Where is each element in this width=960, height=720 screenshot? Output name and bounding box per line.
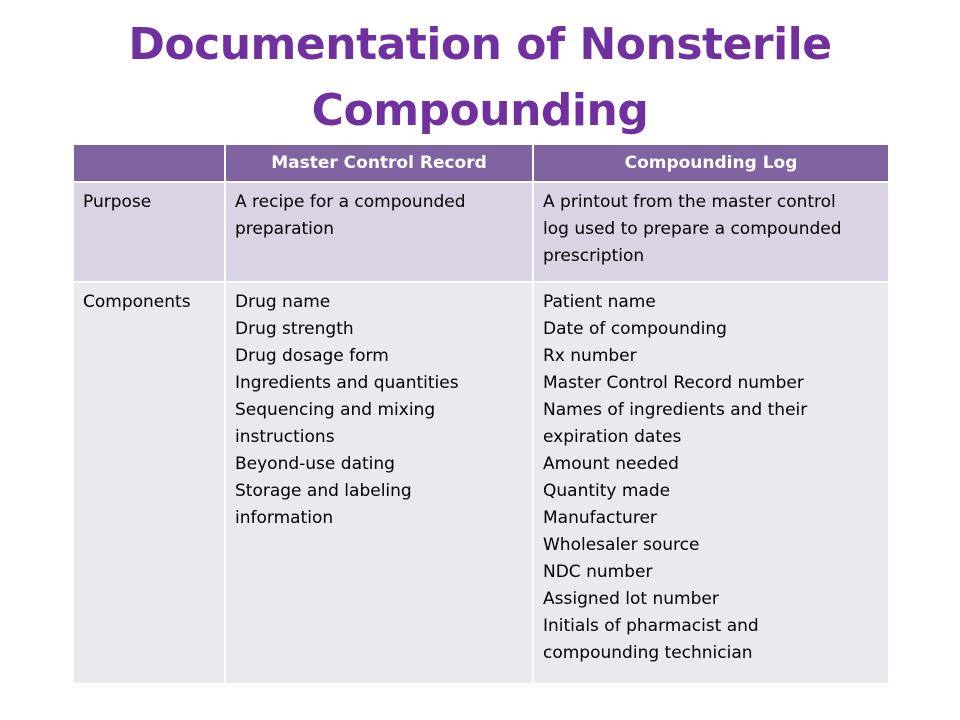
list-item: Names of ingredients and their xyxy=(543,400,808,420)
list-item: Storage and labeling xyxy=(235,481,412,501)
table-header xyxy=(73,144,889,182)
list-item: information xyxy=(235,508,334,528)
list-item: Manufacturer xyxy=(543,508,657,528)
list-item: Patient name xyxy=(543,292,656,312)
list-item: Assigned lot number xyxy=(543,589,719,609)
list-item: Quantity made xyxy=(543,481,671,501)
slide-title xyxy=(0,12,960,144)
list-item: Amount needed xyxy=(543,454,679,474)
components-master-cell xyxy=(225,282,533,684)
table-row-components xyxy=(73,282,889,684)
cell-line: prescription xyxy=(543,246,645,266)
documentation-table xyxy=(72,143,890,685)
cell-line: preparation xyxy=(235,219,335,239)
header-row xyxy=(73,144,889,182)
list-item: expiration dates xyxy=(543,427,682,447)
list-item: Date of compounding xyxy=(543,319,727,339)
components-log-cell xyxy=(533,282,889,684)
row-label-components: Components xyxy=(73,282,225,684)
list-item: Wholesaler source xyxy=(543,535,700,555)
slide-title-line-1: Documentation of Nonsterile xyxy=(128,19,832,70)
header-cell-master-control-record: Master Control Record xyxy=(225,144,533,182)
list-item: Initials of pharmacist and xyxy=(543,616,759,636)
slide-title-line-2: Compounding xyxy=(311,85,649,136)
list-item: Master Control Record number xyxy=(543,373,804,393)
cell-line: log used to prepare a compounded xyxy=(543,219,842,239)
cell-line: A recipe for a compounded xyxy=(235,192,466,212)
list-item: Drug name xyxy=(235,292,331,312)
purpose-master-cell xyxy=(225,182,533,282)
row-label-purpose: Purpose xyxy=(73,182,225,282)
table-row-purpose xyxy=(73,182,889,282)
list-item: Sequencing and mixing xyxy=(235,400,436,420)
list-item: instructions xyxy=(235,427,335,447)
list-item: Beyond-use dating xyxy=(235,454,395,474)
header-cell-compounding-log: Compounding Log xyxy=(533,144,889,182)
list-item: Drug dosage form xyxy=(235,346,389,366)
list-item: Ingredients and quantities xyxy=(235,373,459,393)
purpose-log-cell xyxy=(533,182,889,282)
header-cell-empty xyxy=(73,144,225,182)
list-item: Rx number xyxy=(543,346,637,366)
list-item: compounding technician xyxy=(543,643,753,663)
list-item: Drug strength xyxy=(235,319,354,339)
cell-line: A printout from the master control xyxy=(543,192,836,212)
list-item: NDC number xyxy=(543,562,653,582)
